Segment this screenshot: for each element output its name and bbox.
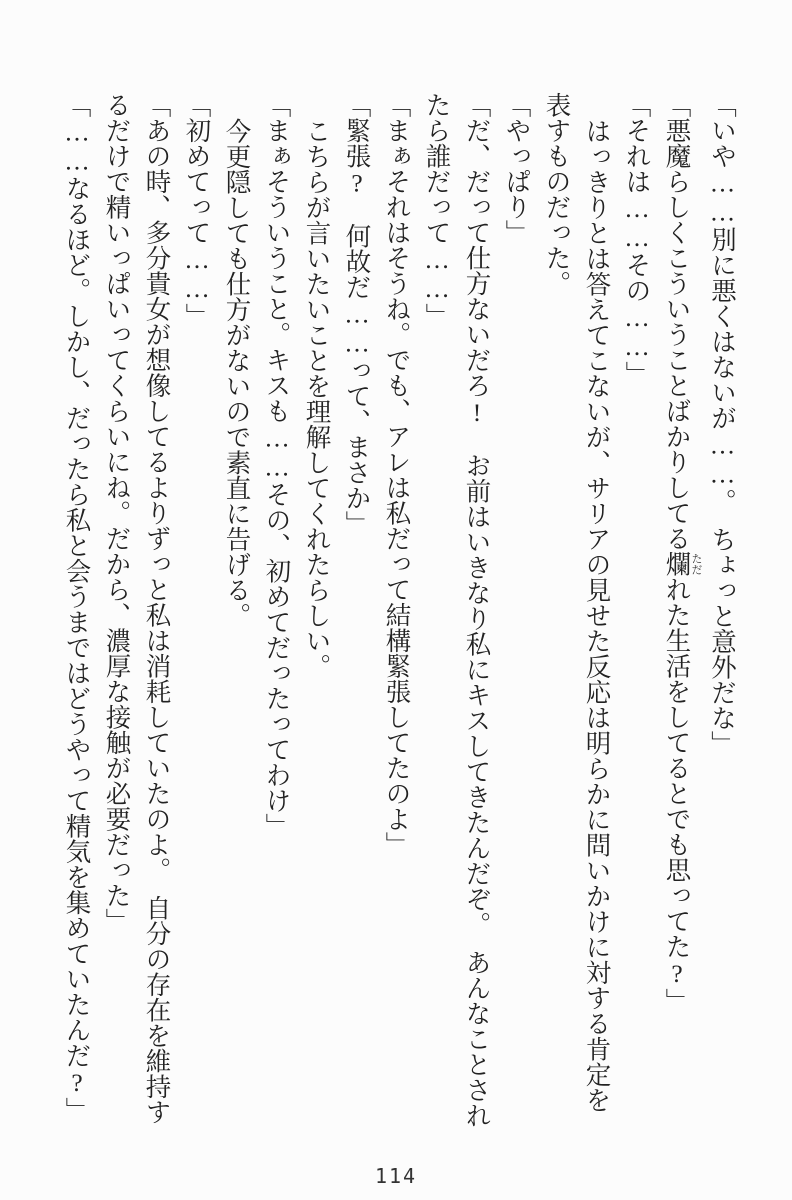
line-text: 「それは……その……」 <box>622 92 652 387</box>
text-line <box>57 92 97 1144</box>
line-text: 「……なるほど。しかし、だったら私と会うまではどうやって精気を集めていたんだ?」 <box>62 92 92 1123</box>
text-line <box>617 92 657 1144</box>
line-text: 「やっぱり」 <box>502 92 532 245</box>
line-text: はっきりとは答えてこないが、サリアの見せた反応は明らかに問いかけに対する肯定を <box>582 117 612 1112</box>
text-line <box>257 92 297 1144</box>
page-number: 114 <box>374 1164 418 1188</box>
text-line <box>337 92 377 1144</box>
line-text: 「初めてって……」 <box>182 92 212 329</box>
furigana-text: ただ <box>690 551 702 577</box>
text-line <box>177 92 217 1144</box>
text-line <box>577 92 617 1144</box>
text-line <box>217 92 257 1144</box>
text-line <box>297 92 337 1144</box>
line-text: るだけで精いっぱいってくらいにね。だから、濃厚な接触が必要だった」 <box>102 92 132 934</box>
line-text: こちらが言いたいことを理解してくれたらしい。 <box>302 117 332 679</box>
text-area <box>57 92 743 1144</box>
line-text: たら誰だって……」 <box>422 92 452 329</box>
line-text: 「あの時、多分貴女が想像してるよりずっと私は消耗していたのよ。 自分の存在を維持す <box>142 92 172 1125</box>
line-text: 表すものだった。 <box>542 92 572 296</box>
furigana-ruby <box>662 551 702 577</box>
line-text: 「まぁそれはそうね。でも、アレは私だって結構緊張してたのよ」 <box>382 92 412 857</box>
line-text: 「いや……別に悪くはないが……。 ちょっと意外だな」 <box>708 92 737 757</box>
text-line <box>657 92 703 1144</box>
line-text: 「緊張? 何故だ……って、まさか」 <box>342 92 372 536</box>
text-line <box>137 92 177 1144</box>
line-text: 「だ、だって仕方ないだろ! お前はいきなり私にキスしてきたんだぞ。 あんなことされ <box>462 92 492 1129</box>
line-text: れた生活をしてるとでも思ってた?」 <box>662 576 692 1014</box>
text-line <box>97 92 137 1144</box>
line-text: 「まぁそういうこと。キスも……その、初めてだったってわけ」 <box>262 92 292 839</box>
furigana-base: 爛 <box>662 551 692 577</box>
text-line <box>417 92 457 1144</box>
line-text: 「悪魔らしくこういうことばかりしてる <box>662 92 692 551</box>
text-line <box>702 92 742 1144</box>
text-line <box>377 92 417 1144</box>
text-line <box>457 92 497 1144</box>
text-line <box>497 92 537 1144</box>
line-text: 今更隠しても仕方がないので素直に告げる。 <box>222 117 252 628</box>
text-line <box>537 92 577 1144</box>
